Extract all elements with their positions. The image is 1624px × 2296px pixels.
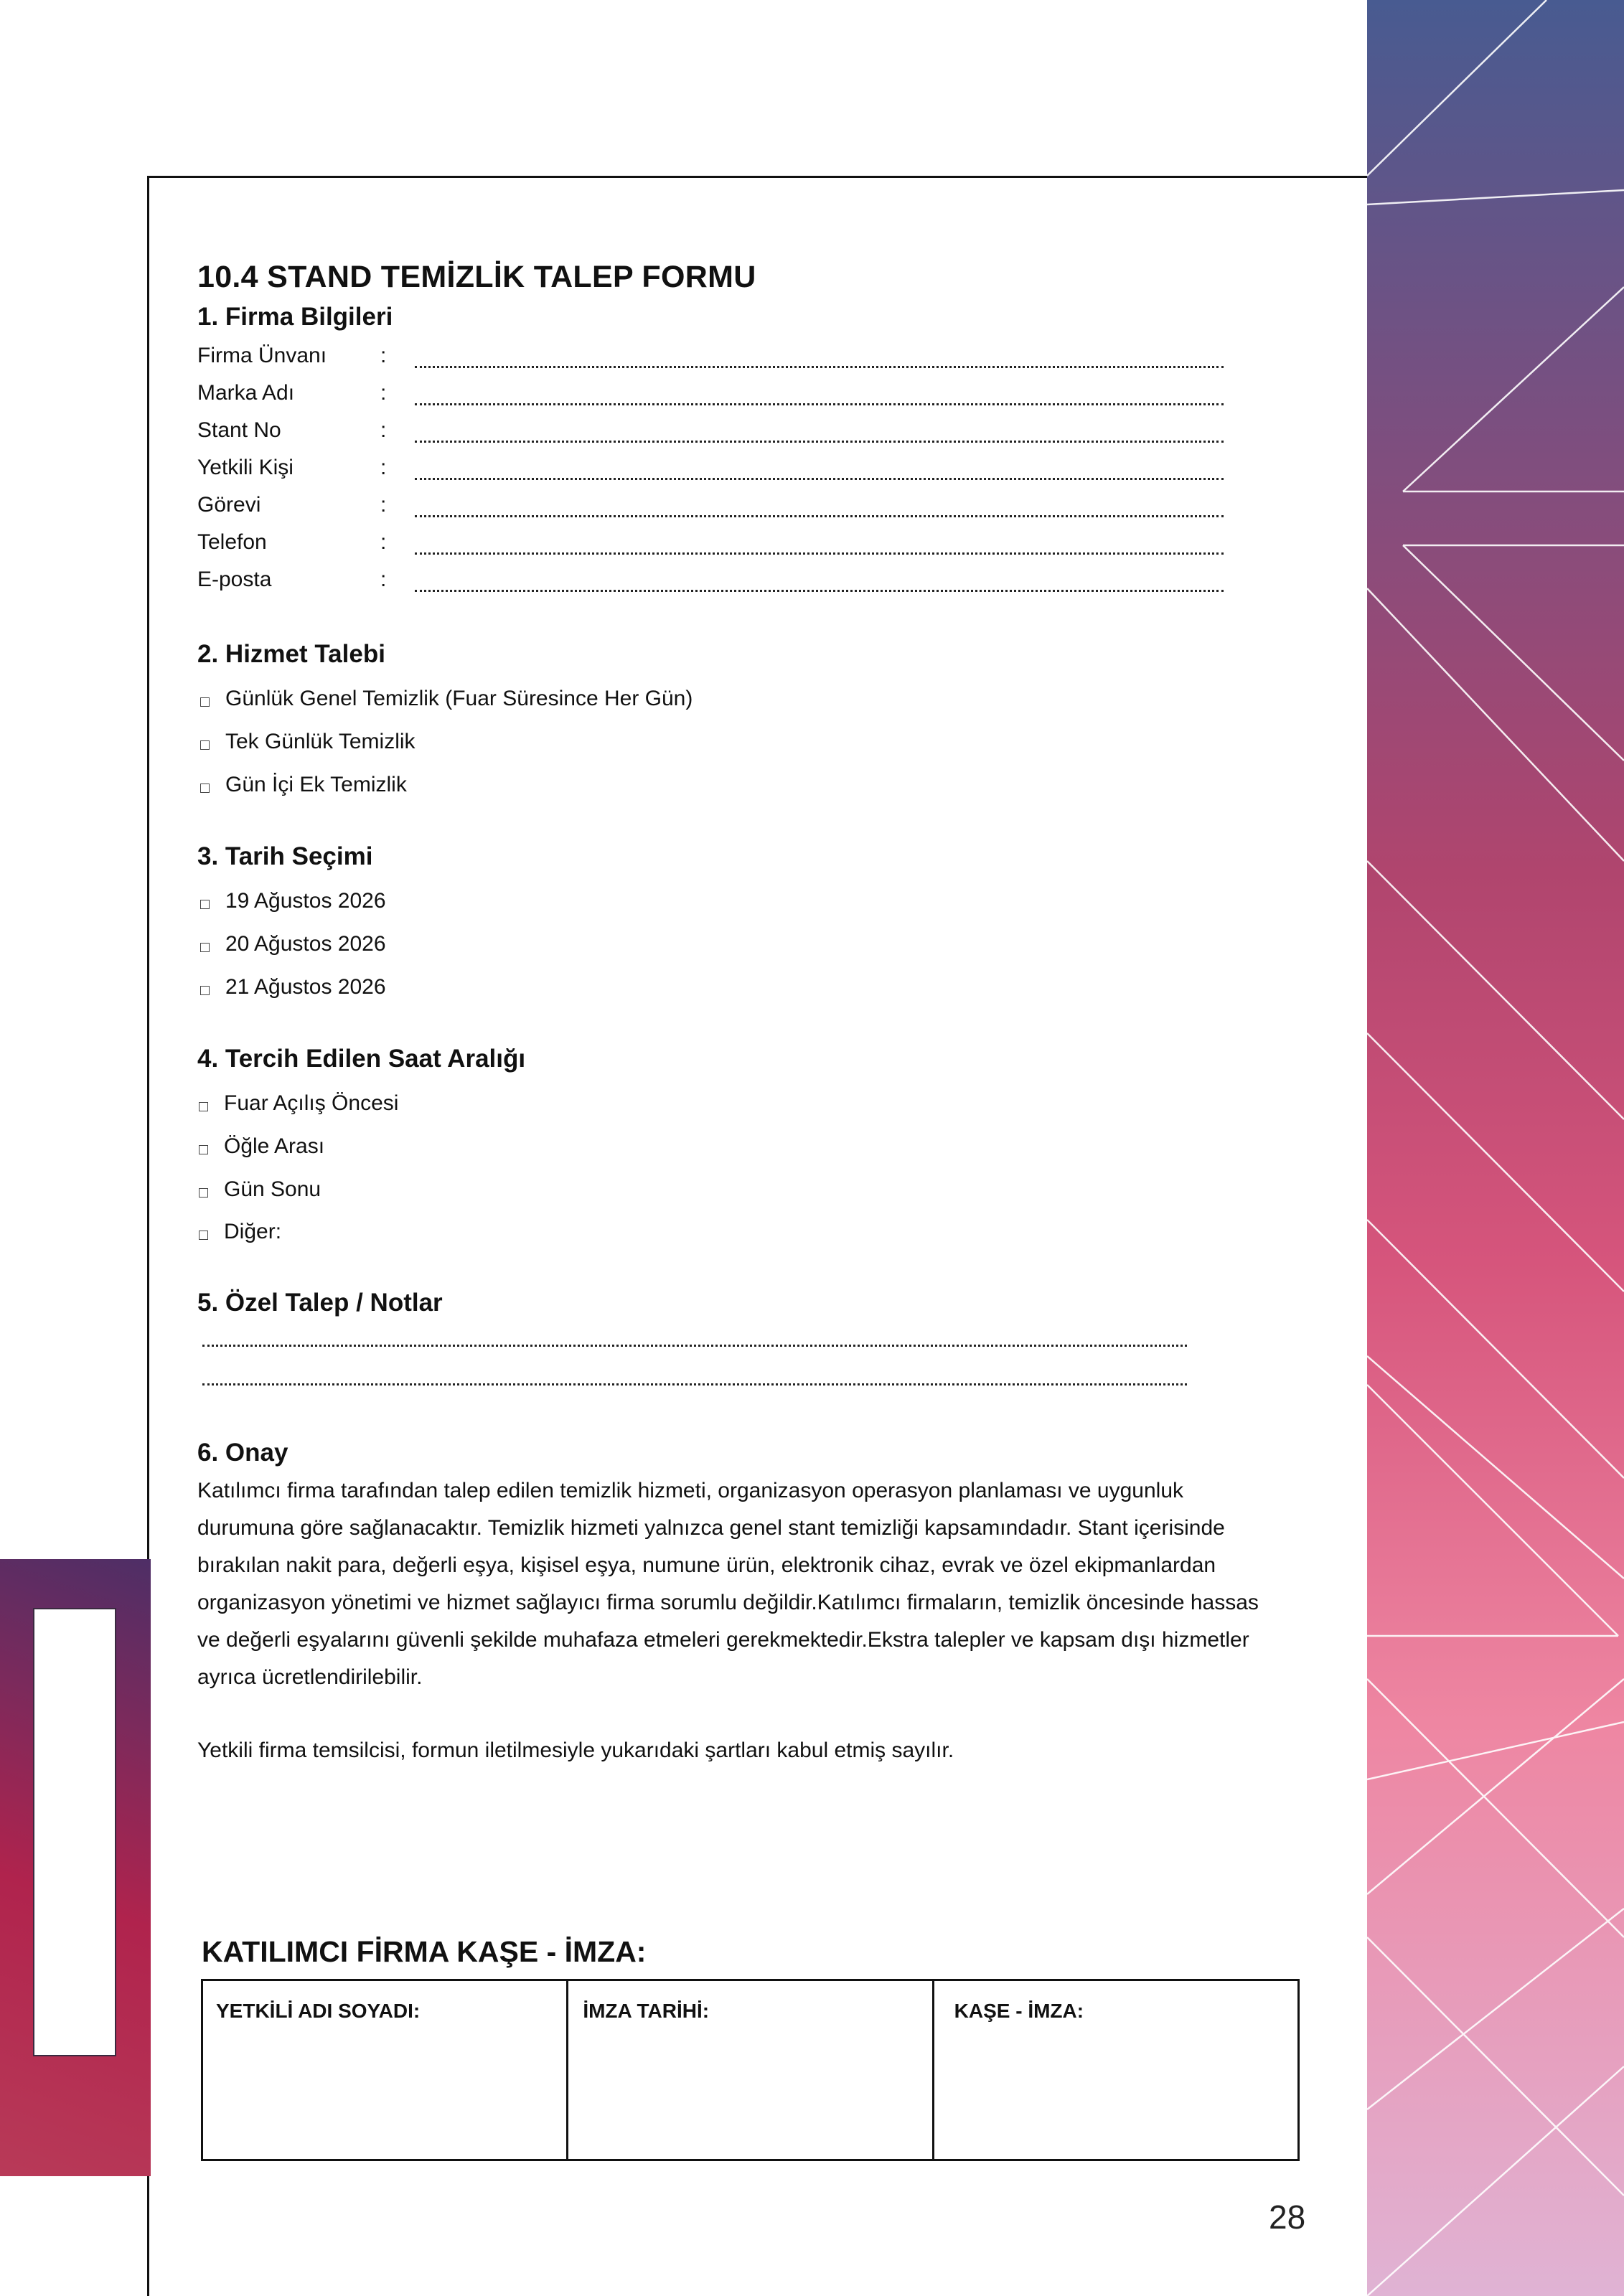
field-dotted-line[interactable] bbox=[415, 366, 1224, 368]
option-gunluk-genel-temizlik[interactable] bbox=[200, 687, 693, 711]
decorative-side-block-inner bbox=[33, 1608, 116, 2056]
option-label: Öğle Arası bbox=[224, 1134, 325, 1158]
field-dotted-line[interactable] bbox=[415, 441, 1224, 443]
checkbox[interactable] bbox=[199, 1102, 208, 1111]
field-marka-adi[interactable] bbox=[197, 381, 1224, 410]
option-label: 20 Ağustos 2026 bbox=[225, 932, 386, 956]
checkbox[interactable] bbox=[199, 1188, 208, 1198]
field-colon: : bbox=[380, 493, 387, 517]
field-colon: : bbox=[380, 530, 387, 554]
field-dotted-line[interactable] bbox=[415, 552, 1224, 555]
field-dotted-line[interactable] bbox=[415, 590, 1224, 592]
option-date-21[interactable] bbox=[200, 975, 386, 999]
section-saat-araligi-heading: 4. Tercih Edilen Saat Aralığı bbox=[197, 1045, 526, 1073]
field-dotted-line[interactable] bbox=[415, 478, 1224, 480]
field-label: Görevi bbox=[197, 493, 261, 517]
option-tek-gunluk-temizlik[interactable] bbox=[200, 730, 416, 754]
approval-paragraph bbox=[197, 1472, 1274, 1696]
field-dotted-line[interactable] bbox=[415, 403, 1224, 405]
approval-text: Katılımcı firma tarafından talep edilen temizlik hizmeti, organizasyon operasyon planlaması ve uygunluk durumuna göre sağlanacaktır. Temizlik hizmeti yalnızca genel stant temizliği kapsamındadır. Stant içerisinde bırakılan nakit para, değerli eşya, kişisel eşya, numune ürün, elektronik cihaz, evrak ve özel ekipmanlardan organizasyon yönetimi ve hizmet sağlayıcı firma sorumlu değildir.Katılımcı firmaların, temizlik öncesinde hassas ve değerli eşyalarını güvenli şekilde muhafaza etmeleri gerekmektedir.Ekstra talepler ve kapsam dışı hizmetler ayrıca ücretlendirilebilir. bbox=[197, 1479, 1259, 1689]
decorative-gradient-band bbox=[1367, 0, 1624, 2296]
field-colon: : bbox=[380, 568, 387, 591]
approval-statement bbox=[197, 1732, 1274, 1769]
field-e-posta[interactable] bbox=[197, 568, 1224, 596]
option-gun-sonu[interactable] bbox=[199, 1177, 321, 1202]
page-number: 28 bbox=[1269, 2198, 1306, 2236]
field-label: Stant No bbox=[197, 418, 281, 442]
notes-line-2[interactable] bbox=[202, 1383, 1187, 1385]
checkbox[interactable] bbox=[199, 1231, 208, 1240]
option-ogle-arasi[interactable] bbox=[199, 1134, 324, 1159]
signature-column-label: İMZA TARİHİ: bbox=[583, 2000, 710, 2022]
option-date-19[interactable] bbox=[200, 889, 386, 913]
frame-top-border bbox=[147, 176, 1367, 178]
checkbox[interactable] bbox=[200, 943, 210, 952]
field-label: Telefon bbox=[197, 530, 267, 554]
field-label: Yetkili Kişi bbox=[197, 456, 294, 479]
field-stant-no[interactable] bbox=[197, 418, 1224, 447]
option-label: 19 Ağustos 2026 bbox=[225, 889, 386, 913]
field-label: Firma Ünvanı bbox=[197, 344, 327, 367]
signature-column-label: YETKİLİ ADI SOYADI: bbox=[216, 2000, 421, 2022]
section-ozel-talep-heading: 5. Özel Talep / Notlar bbox=[197, 1289, 443, 1317]
field-dotted-line[interactable] bbox=[415, 515, 1224, 517]
option-label: Gün İçi Ek Temizlik bbox=[225, 773, 407, 796]
option-date-20[interactable] bbox=[200, 932, 386, 956]
option-label: Tek Günlük Temizlik bbox=[225, 730, 416, 753]
option-label: 21 Ağustos 2026 bbox=[225, 975, 386, 999]
checkbox[interactable] bbox=[200, 740, 210, 750]
signature-table bbox=[201, 1979, 1300, 2161]
field-firma-unvani[interactable] bbox=[197, 344, 1224, 372]
option-diger[interactable] bbox=[199, 1220, 281, 1244]
option-gun-ici-ek-temizlik[interactable] bbox=[200, 773, 407, 797]
signature-title: KATILIMCI FİRMA KAŞE - İMZA: bbox=[202, 1935, 647, 1968]
notes-line-1[interactable] bbox=[202, 1345, 1187, 1347]
decorative-lines bbox=[1367, 0, 1624, 2296]
field-label: Marka Adı bbox=[197, 381, 295, 405]
section-tarih-secimi-heading: 3. Tarih Seçimi bbox=[197, 842, 373, 870]
checkbox[interactable] bbox=[200, 986, 210, 995]
signature-column-label: KAŞE - İMZA: bbox=[954, 2000, 1084, 2022]
checkbox[interactable] bbox=[200, 697, 210, 707]
option-label: Gün Sonu bbox=[224, 1177, 321, 1201]
option-label: Günlük Genel Temizlik (Fuar Süresince Her Gün) bbox=[225, 687, 693, 710]
field-label: E-posta bbox=[197, 568, 272, 591]
approval-statement-text: Yetkili firma temsilcisi, formun iletilmesiyle yukarıdaki şartları kabul etmiş sayılır. bbox=[197, 1739, 954, 1762]
checkbox[interactable] bbox=[200, 900, 210, 909]
decorative-side-block bbox=[0, 1559, 151, 2176]
field-yetkili-kisi[interactable] bbox=[197, 456, 1224, 484]
field-colon: : bbox=[380, 418, 387, 442]
form-title: 10.4 STAND TEMİZLİK TALEP FORMU bbox=[197, 260, 756, 294]
field-colon: : bbox=[380, 456, 387, 479]
section-firma-bilgileri-heading: 1. Firma Bilgileri bbox=[197, 303, 393, 331]
signature-cell-stamp[interactable] bbox=[934, 1981, 1297, 2159]
checkbox[interactable] bbox=[200, 784, 210, 793]
section-hizmet-talebi-heading: 2. Hizmet Talebi bbox=[197, 640, 385, 668]
field-colon: : bbox=[380, 381, 387, 405]
option-label: Fuar Açılış Öncesi bbox=[224, 1091, 399, 1115]
signature-cell-date[interactable] bbox=[568, 1981, 934, 2159]
section-onay-heading: 6. Onay bbox=[197, 1439, 288, 1467]
field-telefon[interactable] bbox=[197, 530, 1224, 559]
field-colon: : bbox=[380, 344, 387, 367]
option-fuar-acilis-oncesi[interactable] bbox=[199, 1091, 398, 1116]
option-label: Diğer: bbox=[224, 1220, 282, 1243]
signature-cell-name[interactable] bbox=[203, 1981, 568, 2159]
checkbox[interactable] bbox=[199, 1145, 208, 1154]
field-gorevi[interactable] bbox=[197, 493, 1224, 522]
